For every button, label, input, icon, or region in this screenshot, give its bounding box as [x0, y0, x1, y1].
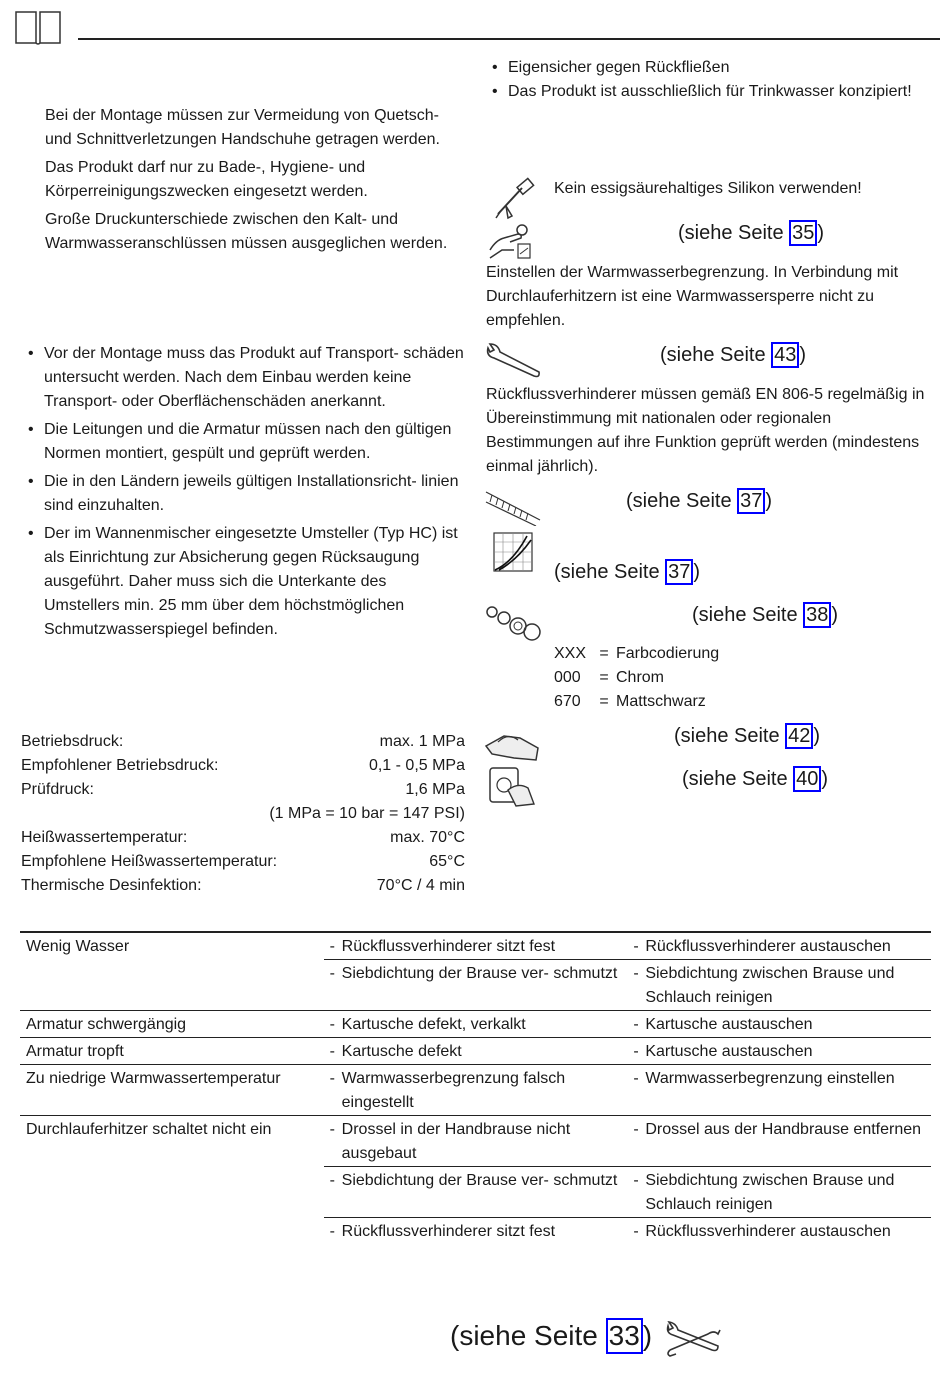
- page-link[interactable]: 42: [785, 723, 813, 749]
- remedy-cell: [627, 1116, 931, 1167]
- spec-label: Thermische Desinfektion:: [21, 877, 202, 894]
- see-suffix: ): [817, 222, 825, 244]
- page-link[interactable]: 37: [665, 559, 693, 585]
- spec-value: 70°C / 4 min: [376, 877, 465, 894]
- flow-diagram-icon: [493, 532, 533, 572]
- temp-limit-text: Einstellen der Warmwasserbegrenzung. In Verbindung mit Durchlauferhitzern ist eine Warmwassersperre nicht zu empfehlen.: [486, 264, 899, 329]
- spec-row: [21, 802, 465, 826]
- color-row: [554, 690, 719, 714]
- cause-text: - Drossel in der Handbrause nicht ausgebaut: [330, 1118, 622, 1166]
- spec-row: [21, 730, 465, 754]
- remedy-cell: [627, 932, 931, 960]
- spec-row: [21, 754, 465, 778]
- cause-cell: [324, 1218, 628, 1245]
- cleaning-hand-icon: [484, 724, 542, 764]
- header-rule: [78, 38, 940, 40]
- table-row: [20, 932, 931, 960]
- remedy-text: - Warmwasserbegrenzung einstellen: [633, 1067, 925, 1091]
- silicone-warning: Kein essigsäurehaltiges Silikon verwenden!: [554, 180, 862, 197]
- see-suffix: ): [821, 768, 829, 790]
- color-eq: =: [599, 669, 609, 686]
- see-page-assembly: [450, 1318, 652, 1354]
- color-name: Farbcodierung: [616, 645, 720, 662]
- color-eq: =: [599, 645, 609, 662]
- spec-value: 0,1 - 0,5 MPa: [368, 757, 465, 774]
- safety-note: Bei der Montage müssen zur Vermeidung von Quetsch- und Schnittverletzungen Handschuhe getragen werden.: [45, 107, 440, 148]
- page-link[interactable]: 37: [737, 488, 765, 514]
- operation-hand-icon: [488, 766, 538, 808]
- cause-cell: [324, 1011, 628, 1038]
- color-row: [554, 666, 719, 690]
- spec-value: max. 70°C: [390, 829, 465, 846]
- spec-value: 1,6 MPa: [405, 781, 465, 798]
- problem-cell: Armatur schwergängig: [26, 1016, 187, 1033]
- cause-text: - Kartusche defekt: [330, 1040, 622, 1064]
- hand-adjust-icon: [488, 220, 534, 262]
- spec-row: [21, 874, 465, 898]
- product-note: • Eigensicher gegen Rückfließen: [488, 56, 928, 80]
- table-row: [20, 1065, 931, 1116]
- color-code: XXX: [554, 645, 587, 662]
- table-row: [20, 1038, 931, 1065]
- ruler-icon: [484, 490, 542, 526]
- spec-label: Empfohlener Betriebsdruck:: [21, 757, 219, 774]
- technical-data: [21, 730, 465, 898]
- page-link[interactable]: 35: [789, 220, 817, 246]
- installation-note: • Der im Wannenmischer eingesetzte Umsteller (Typ HC) ist als Einrichtung zur Absicherung gegen Rücksaugung ausgeführt. Daher muss sich die Unterkante des Umstellers min. 25 mm über dem höchstmöglichen Schmutzwasserspiegel befinden.: [24, 522, 464, 642]
- problem-cell: Armatur tropft: [26, 1043, 124, 1060]
- see-suffix: ): [799, 344, 807, 366]
- cause-text: - Kartusche defekt, verkalkt: [330, 1013, 622, 1037]
- cause-cell: [324, 932, 628, 960]
- silicone-gun-icon: [492, 176, 536, 220]
- see-page-flow-diagram: [554, 559, 700, 585]
- see-label: (siehe Seite: [450, 1320, 606, 1351]
- safety-note: Große Druckunterschiede zwischen den Kalt- und Warmwasseranschlüssen müssen ausgeglichen werden.: [45, 211, 448, 252]
- see-page-spare-parts: [692, 602, 838, 628]
- page-link[interactable]: 40: [793, 766, 821, 792]
- color-code: 670: [554, 693, 581, 710]
- spec-label: Prüfdruck:: [21, 781, 94, 798]
- problem-cell: Zu niedrige Warmwassertemperatur: [26, 1070, 281, 1087]
- tools-icon: [664, 1320, 724, 1358]
- cause-text: - Warmwasserbegrenzung falsch eingestellt: [330, 1067, 622, 1115]
- see-suffix: ): [813, 725, 821, 747]
- cause-text: - Rückflussverhinderer sitzt fest: [330, 935, 622, 959]
- page-link[interactable]: 38: [803, 602, 831, 628]
- remedy-text: - Siebdichtung zwischen Brause und Schlauch reinigen: [633, 962, 925, 1010]
- cause-cell: [324, 1167, 628, 1218]
- installation-notes: [24, 342, 464, 646]
- installation-note: • Die in den Ländern jeweils gültigen Installationsricht- linien sind einzuhalten.: [24, 470, 464, 518]
- safety-notes: [45, 104, 465, 260]
- color-codes: [554, 642, 719, 714]
- spec-value: (1 MPa = 10 bar = 147 PSI): [269, 805, 465, 822]
- see-label: (siehe Seite: [660, 344, 772, 366]
- product-note: • Das Produkt ist ausschließlich für Trinkwasser konzipiert!: [488, 80, 928, 104]
- spare-parts-icon: [484, 602, 542, 642]
- color-name: Chrom: [616, 669, 665, 686]
- see-label: (siehe Seite: [554, 561, 666, 583]
- page-link[interactable]: 33: [606, 1318, 643, 1354]
- remedy-text: - Kartusche austauschen: [633, 1040, 925, 1064]
- cause-cell: [324, 960, 628, 1011]
- see-page-temp-limit: [678, 220, 824, 246]
- wrench-icon: [484, 342, 542, 380]
- installation-note: • Vor der Montage muss das Produkt auf Transport- schäden untersucht werden. Nach dem Einbau werden keine Transport- oder Oberflächenschäden anerkannt.: [24, 342, 464, 414]
- table-row: [20, 1011, 931, 1038]
- maintenance-text: Rückflussverhinderer müssen gemäß EN 806-5 regelmäßig in Übereinstimmung mit nationalen oder regionalen Bestimmungen auf ihre Funktion geprüft werden (mindestens einmal jährlich).: [486, 386, 925, 475]
- cause-text: - Siebdichtung der Brause ver- schmutzt: [330, 962, 622, 986]
- remedy-cell: [627, 1011, 931, 1038]
- open-book-icon: [14, 10, 62, 46]
- cause-text: - Siebdichtung der Brause ver- schmutzt: [330, 1169, 622, 1193]
- page-link[interactable]: 43: [771, 342, 799, 368]
- installation-note: • Die Leitungen und die Armatur müssen nach den gültigen Normen montiert, gespült und geprüft werden.: [24, 418, 464, 466]
- see-suffix: ): [831, 604, 839, 626]
- see-page-operation: [682, 766, 828, 792]
- spec-row: [21, 850, 465, 874]
- see-page-cleaning: [674, 723, 820, 749]
- safety-note: Das Produkt darf nur zu Bade-, Hygiene- und Körperreinigungszwecken eingesetzt werden.: [45, 159, 368, 200]
- cause-cell: [324, 1116, 628, 1167]
- remedy-text: - Rückflussverhinderer austauschen: [633, 1220, 925, 1244]
- spec-label: Heißwassertemperatur:: [21, 829, 188, 846]
- product-notes: [488, 56, 928, 104]
- remedy-cell: [627, 960, 931, 1011]
- problem-cell: Durchlauferhitzer schaltet nicht ein: [26, 1121, 272, 1138]
- color-code: 000: [554, 669, 581, 686]
- troubleshooting-table: [20, 931, 931, 1244]
- see-page-dimensions: [626, 488, 772, 514]
- see-label: (siehe Seite: [682, 768, 794, 790]
- spec-value: 65°C: [429, 853, 465, 870]
- remedy-text: - Drossel aus der Handbrause entfernen: [633, 1118, 925, 1142]
- see-label: (siehe Seite: [678, 222, 790, 244]
- cause-cell: [324, 1065, 628, 1116]
- see-suffix: ): [693, 561, 701, 583]
- remedy-cell: [627, 1167, 931, 1218]
- spec-label: Betriebsdruck:: [21, 733, 124, 750]
- spec-label: Empfohlene Heißwassertemperatur:: [21, 853, 278, 870]
- remedy-text: - Kartusche austauschen: [633, 1013, 925, 1037]
- spec-row: [21, 826, 465, 850]
- cause-text: - Rückflussverhinderer sitzt fest: [330, 1220, 622, 1244]
- see-label: (siehe Seite: [626, 490, 738, 512]
- color-name: Mattschwarz: [616, 693, 706, 710]
- see-page-maintenance: [660, 342, 806, 368]
- see-label: (siehe Seite: [692, 604, 804, 626]
- remedy-text: - Siebdichtung zwischen Brause und Schlauch reinigen: [633, 1169, 925, 1217]
- remedy-cell: [627, 1038, 931, 1065]
- color-row: [554, 642, 719, 666]
- color-eq: =: [599, 693, 609, 710]
- spec-row: [21, 778, 465, 802]
- remedy-cell: [627, 1218, 931, 1245]
- see-suffix: ): [642, 1320, 653, 1351]
- see-label: (siehe Seite: [674, 725, 786, 747]
- problem-cell: Wenig Wasser: [20, 932, 324, 1011]
- remedy-text: - Rückflussverhinderer austauschen: [633, 935, 925, 959]
- table-row: [20, 1116, 931, 1167]
- remedy-cell: [627, 1065, 931, 1116]
- cause-cell: [324, 1038, 628, 1065]
- see-suffix: ): [765, 490, 773, 512]
- spec-value: max. 1 MPa: [379, 733, 465, 750]
